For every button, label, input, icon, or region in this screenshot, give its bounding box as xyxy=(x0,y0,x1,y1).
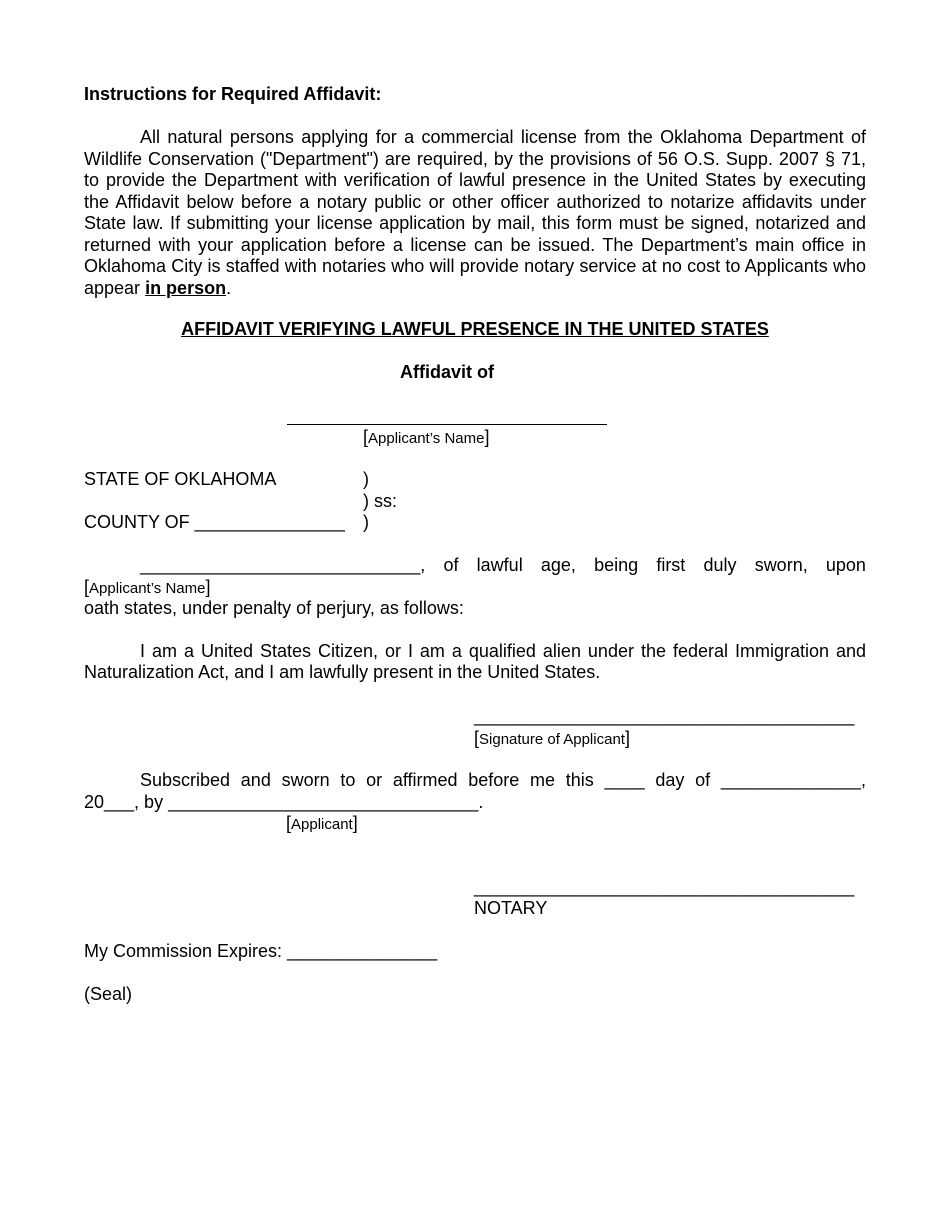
statement-word: federal xyxy=(672,641,728,661)
statement-word: am xyxy=(151,641,177,661)
subscribed-word: and xyxy=(240,770,271,790)
subscribed-line-2[interactable]: 20___, by _______________________________. xyxy=(84,792,484,812)
statement-line-1 xyxy=(84,641,866,662)
statement-word: Immigration xyxy=(734,641,829,661)
statement-word: or xyxy=(384,641,401,661)
sworn-word: first xyxy=(656,555,686,575)
statement-word: am xyxy=(419,641,445,661)
instructions-paragraph xyxy=(84,127,866,299)
notary-label: NOTARY xyxy=(474,898,548,918)
subscribed-word: me xyxy=(530,770,556,790)
subscribed-word: before xyxy=(468,770,520,790)
oath-line: oath states, under penalty of perjury, as follows: xyxy=(84,598,464,618)
subscribed-word: of xyxy=(695,770,711,790)
sworn-word: duly xyxy=(703,555,737,575)
subscribed-word: day xyxy=(655,770,685,790)
month-blank[interactable]: ______________, xyxy=(720,770,866,790)
subscribed-word: Subscribed xyxy=(140,770,231,790)
state-label: STATE OF OKLAHOMA xyxy=(84,469,277,489)
seal-label: (Seal) xyxy=(84,984,133,1004)
sworn-name-caption: [Applicant’s Name] xyxy=(84,577,211,597)
instructions-heading: Instructions for Required Affidavit: xyxy=(84,84,382,104)
statement-word: and xyxy=(835,641,866,661)
statement-word: under xyxy=(587,641,634,661)
sworn-word: of xyxy=(443,555,459,575)
sworn-statement-line xyxy=(84,555,866,576)
sworn-word: age, xyxy=(540,555,576,575)
signature-caption: [Signature of Applicant] xyxy=(474,728,630,748)
subscribed-line-1 xyxy=(84,770,866,791)
instructions-body-text: All natural persons applying for a commercial license from the Oklahoma Department of Wildlife Conservation ("Department") are required, by the provisions of 56 O.S. Supp. 2007 § 71, to provide the Department with verification of lawful presence in the United States by executing the Affidavit below before a notary public or other officer authorized to notarize affidavits under State law. If submitting your license application by mail, this form must be signed, notarized and returned with your application before a license can be issued. The Department’s main office in Oklahoma City is staffed with notaries who will provide notary service at no cost to Applicants who appear xyxy=(84,127,866,298)
county-label: COUNTY OF _______________ xyxy=(84,512,345,532)
sworn-name-blank[interactable]: ____________________________, xyxy=(140,555,426,575)
sworn-word: upon xyxy=(825,555,866,575)
in-person-emphasis: in person xyxy=(145,277,227,298)
venue-paren-3: ) xyxy=(363,512,369,532)
affidavit-subtitle: Affidavit of xyxy=(400,362,494,382)
signature-line[interactable]: ______________________________________ xyxy=(474,706,855,726)
day-blank[interactable]: ____ xyxy=(604,770,645,790)
subscribed-word: sworn xyxy=(281,770,330,790)
affidavit-title: AFFIDAVIT VERIFYING LAWFUL PRESENCE IN THE UNITED STATES xyxy=(181,319,769,339)
statement-word: Citizen, xyxy=(317,641,378,661)
commission-expires[interactable]: My Commission Expires: _______________ xyxy=(84,941,438,961)
statement-word: alien xyxy=(542,641,581,661)
venue-paren-1: ) xyxy=(363,469,369,489)
statement-word: United xyxy=(200,641,253,661)
subscribed-word: affirmed xyxy=(392,770,458,790)
statement-word: qualified xyxy=(468,641,536,661)
subscribed-word: or xyxy=(366,770,383,790)
sworn-word: sworn, xyxy=(754,555,808,575)
sworn-word: being xyxy=(594,555,639,575)
applicant-caption: [Applicant] xyxy=(286,813,358,833)
applicant-name-caption: [Applicant’s Name] xyxy=(363,427,490,447)
ss-label: ) ss: xyxy=(363,491,397,511)
applicant-name-line[interactable] xyxy=(287,424,607,425)
statement-word: a xyxy=(183,641,194,661)
subscribed-word: to xyxy=(340,770,356,790)
statement-word: I xyxy=(407,641,413,661)
statement-word: States xyxy=(259,641,311,661)
notary-signature-line[interactable]: ______________________________________ xyxy=(474,877,855,897)
subscribed-word: this xyxy=(565,770,594,790)
instructions-body-end: . xyxy=(226,277,232,298)
statement-word: the xyxy=(640,641,666,661)
statement-word: I xyxy=(140,641,146,661)
statement-word: a xyxy=(451,641,462,661)
statement-line-2: Naturalization Act, and I am lawfully present in the United States. xyxy=(84,662,601,682)
sworn-word: lawful xyxy=(476,555,523,575)
